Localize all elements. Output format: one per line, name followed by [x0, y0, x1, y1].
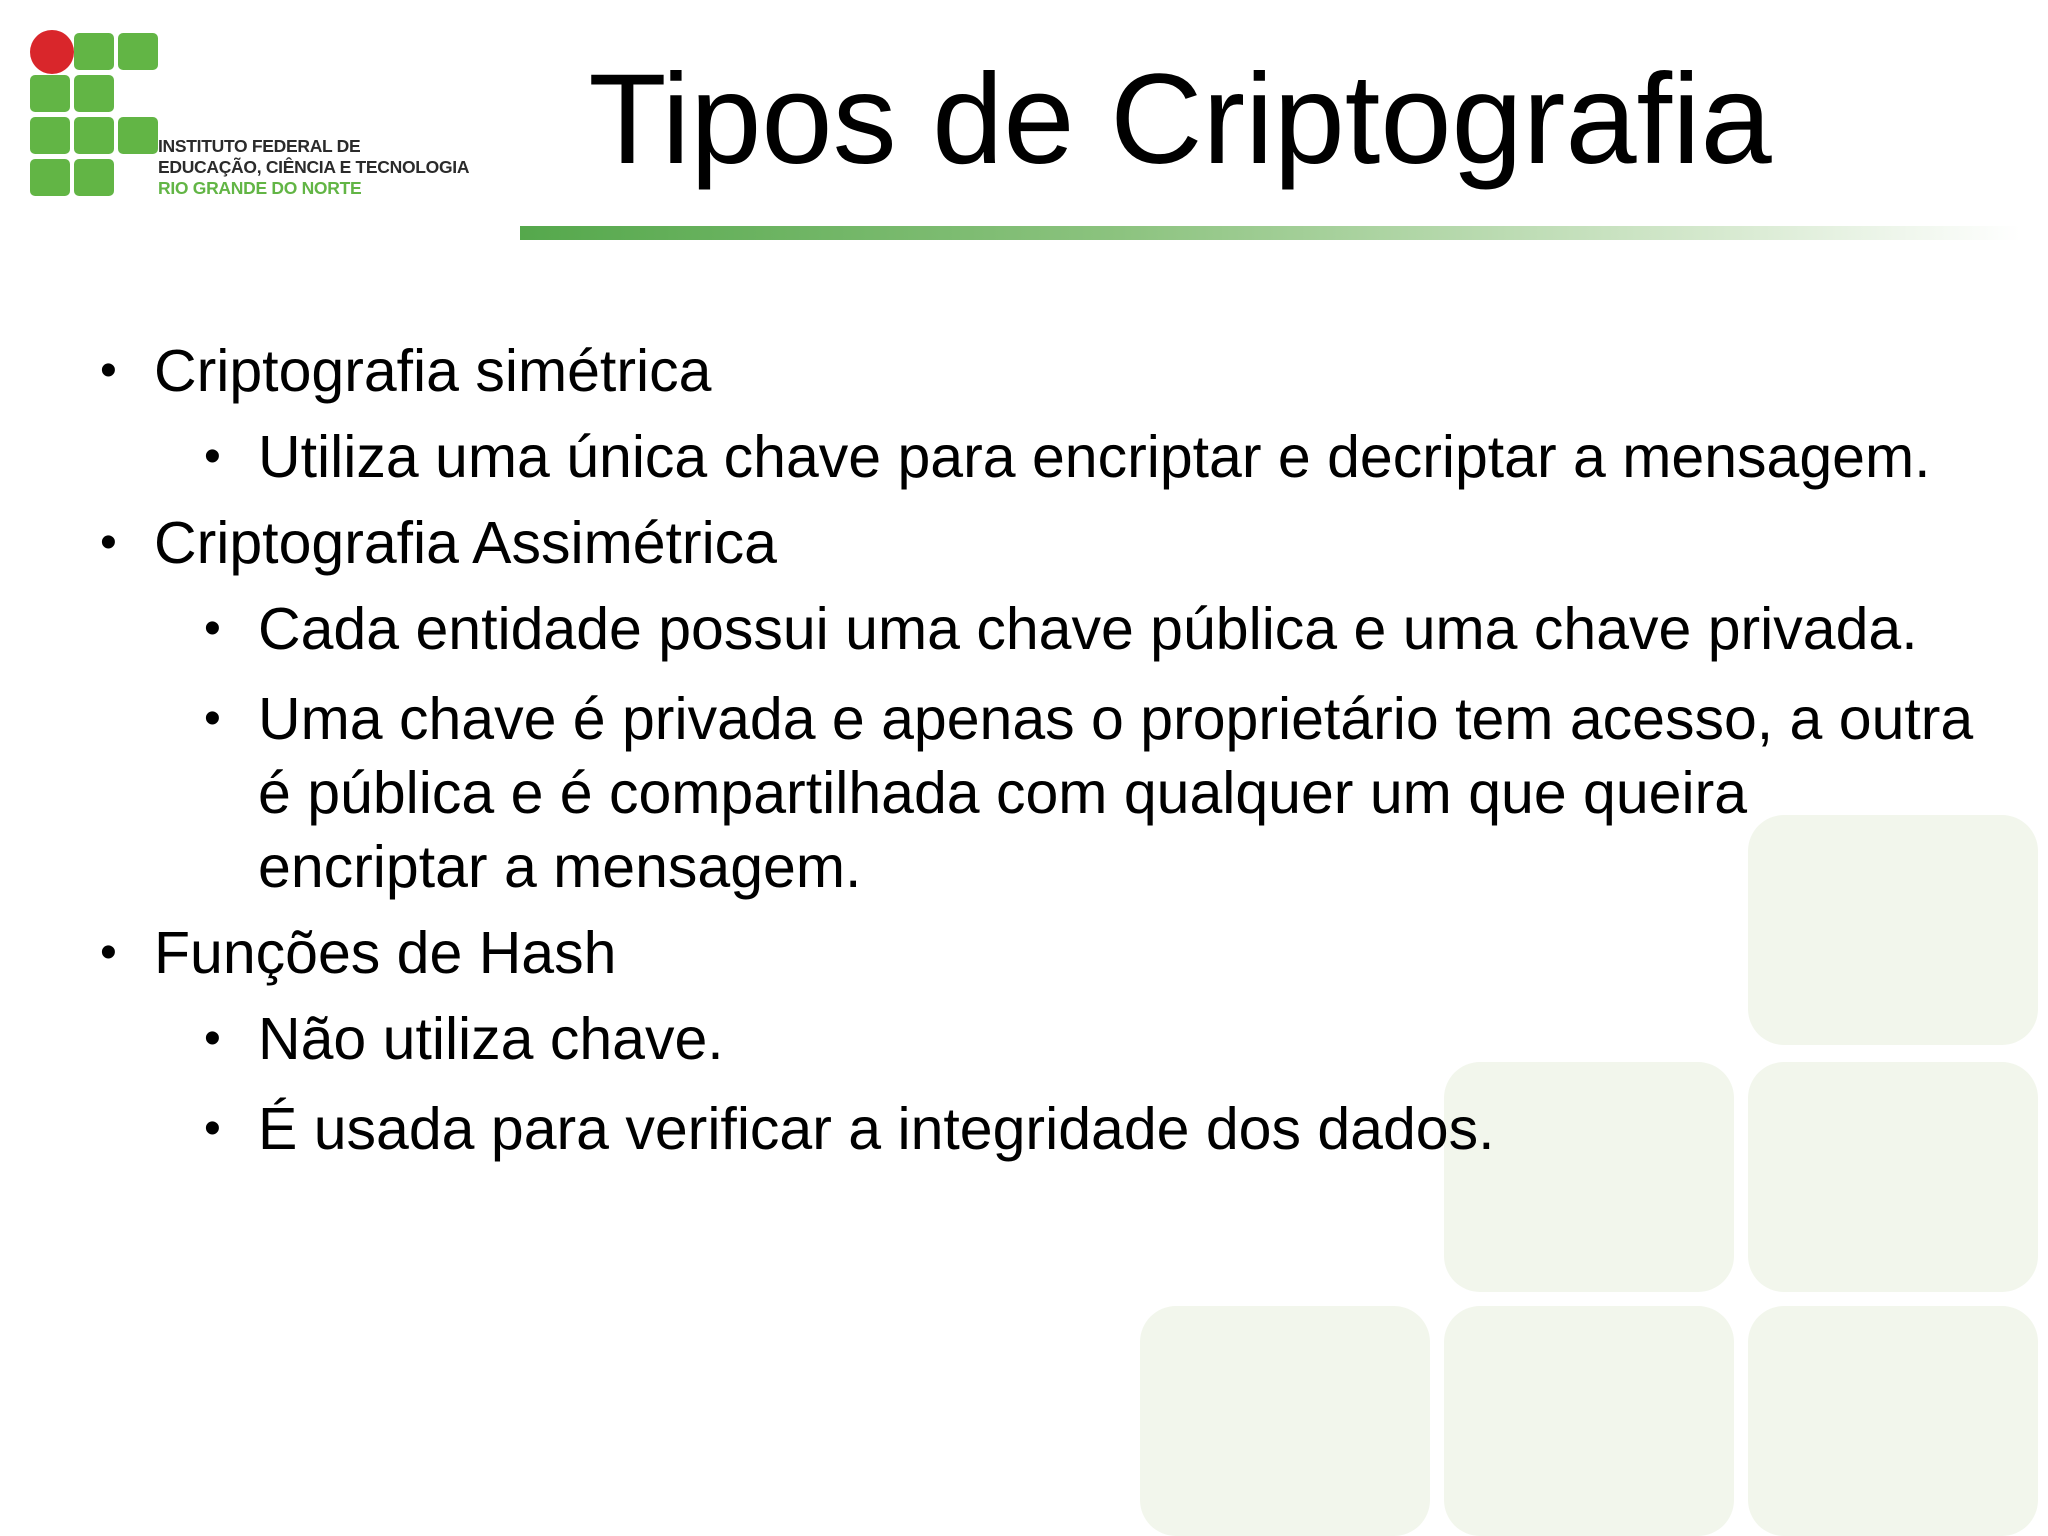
bullet-item — [100, 916, 1980, 990]
sub-bullet-text: Cada entidade possui uma chave pública e uma chave privada. — [258, 596, 1918, 662]
background-square — [1444, 1306, 1734, 1536]
bullet-icon: • — [204, 602, 221, 655]
sub-bullet-text: Utiliza uma única chave para encriptar e decriptar a mensagem. — [258, 424, 1931, 490]
slide-title: Tipos de Criptografia — [588, 48, 1772, 191]
background-square — [1748, 1306, 2038, 1536]
sub-bullet-text: É usada para verificar a integridade dos dados. — [258, 1096, 1495, 1162]
title-underline — [520, 226, 2020, 240]
logo-line-2: EDUCAÇÃO, CIÊNCIA E TECNOLOGIA — [158, 157, 470, 177]
sub-bullet-text: Não utiliza chave. — [258, 1006, 724, 1072]
bullet-icon: • — [204, 430, 221, 483]
logo-line-3: RIO GRANDE DO NORTE — [158, 178, 362, 198]
logo-line-1: INSTITUTO FEDERAL DE — [158, 136, 361, 156]
sub-bullet-item — [100, 420, 1980, 494]
bullet-text: Criptografia simétrica — [154, 338, 712, 404]
bullet-item — [100, 506, 1980, 580]
bullet-text: Funções de Hash — [154, 920, 617, 986]
bullet-icon: • — [100, 926, 117, 979]
bullet-icon: • — [204, 1102, 221, 1155]
sub-bullet-item — [100, 592, 1980, 666]
logo-text — [158, 136, 469, 199]
sub-bullet-text: Uma chave é privada e apenas o proprietário tem acesso, a outra é pública e é compartilhada com qualquer um que queira encriptar a mensagem. — [258, 686, 1974, 900]
bullet-icon: • — [204, 1012, 221, 1065]
bullet-icon: • — [100, 344, 117, 397]
bullet-list — [100, 334, 1980, 1166]
sub-bullet-item — [100, 1002, 1980, 1076]
bullet-icon: • — [100, 516, 117, 569]
background-square — [1140, 1306, 1430, 1536]
bullet-text: Criptografia Assimétrica — [154, 510, 777, 576]
sub-bullet-item — [100, 682, 1980, 904]
sub-bullet-item — [100, 1092, 1980, 1166]
institution-logo — [30, 30, 470, 205]
bullet-item — [100, 334, 1980, 408]
bullet-icon: • — [204, 692, 221, 745]
logo-icon — [30, 30, 160, 200]
